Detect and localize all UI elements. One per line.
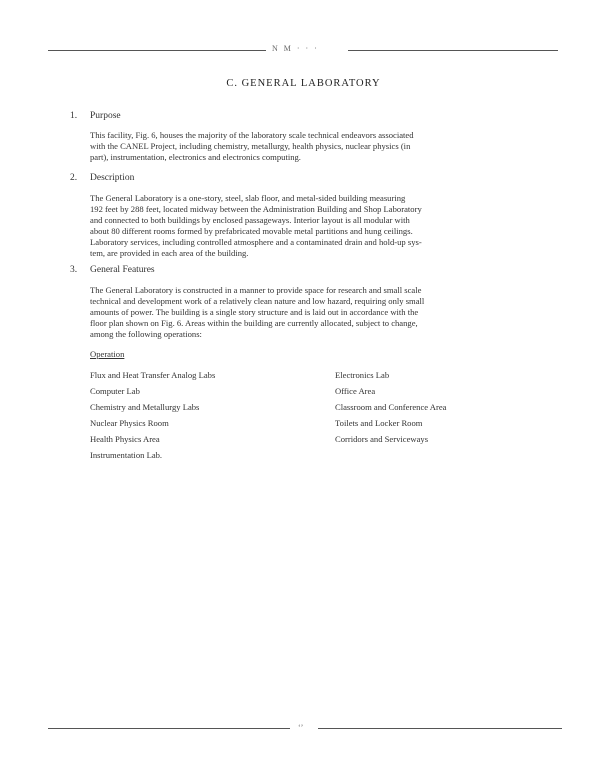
paragraph-line: This facility, Fig. 6, houses the majority of the laboratory scale technical endeavors associated xyxy=(90,130,414,140)
paragraph-line: floor plan shown on Fig. 6. Areas within the building are currently allocated, subject to change, xyxy=(90,318,418,328)
list-item: Toilets and Locker Room xyxy=(335,418,423,428)
paragraph-line: tem, are provided in each area of the building. xyxy=(90,248,249,258)
page-title: C. GENERAL LABORATORY xyxy=(226,78,381,89)
list-item: Instrumentation Lab. xyxy=(90,450,163,460)
operations-list-right xyxy=(335,367,446,447)
operations-list-left xyxy=(90,367,215,463)
list-item: Chemistry and Metallurgy Labs xyxy=(90,402,200,412)
paragraph-line: The General Laboratory is a one-story, steel, slab floor, and metal-sided building measuring xyxy=(90,193,406,203)
list-item: Corridors and Serviceways xyxy=(335,434,429,444)
section-1-paragraph xyxy=(90,130,560,163)
section-2-heading: Description xyxy=(90,173,135,183)
footer-rule-left xyxy=(48,728,290,729)
paragraph-line: amounts of power. The building is a single story structure and is laid out in accordance with the xyxy=(90,307,419,317)
list-item: Classroom and Conference Area xyxy=(335,402,447,412)
section-3-number: 3. xyxy=(70,265,78,275)
list-item: Electronics Lab xyxy=(335,370,390,380)
paragraph-line: about 80 different rooms formed by prefabricated movable metal partitions and hung ceilings. xyxy=(90,226,413,236)
header-rule-left xyxy=(48,50,266,51)
paragraph-line: technical and development work of a relatively clean nature and low hazard, requiring only small xyxy=(90,296,425,306)
paragraph-line: with the CANEL Project, including chemistry, metallurgy, health physics, nuclear physics (in xyxy=(90,141,411,151)
paragraph-line: among the following operations: xyxy=(90,329,202,339)
section-3-paragraph xyxy=(90,285,560,340)
section-1-number: 1. xyxy=(70,111,78,121)
paragraph-line: 192 feet by 288 feet, located midway between the Administration Building and Shop Laboratory xyxy=(90,204,422,214)
paragraph-line: part), instrumentation, electronics and electronics computing. xyxy=(90,152,301,162)
header-rule-right xyxy=(348,50,558,51)
section-1-heading: Purpose xyxy=(90,111,121,121)
header-mark: N M · · · xyxy=(272,44,319,53)
footer-rule-right xyxy=(318,728,562,729)
list-item: Health Physics Area xyxy=(90,434,160,444)
list-item: Nuclear Physics Room xyxy=(90,418,169,428)
section-2-paragraph xyxy=(90,193,560,259)
list-item: Flux and Heat Transfer Analog Labs xyxy=(90,370,216,380)
list-item: Office Area xyxy=(335,386,376,396)
footer-mark: ʻ’ xyxy=(298,723,304,732)
paragraph-line: Laboratory services, including controlled atmosphere and a contaminated drain and hold-up sys- xyxy=(90,237,422,247)
section-2-number: 2. xyxy=(70,173,78,183)
section-3-heading: General Features xyxy=(90,265,155,275)
paragraph-line: The General Laboratory is constructed in a manner to provide space for research and small scale xyxy=(90,285,422,295)
paragraph-line: and connected to both buildings by enclosed passageways. Interior layout is all modular with xyxy=(90,215,410,225)
list-item: Computer Lab xyxy=(90,386,140,396)
operations-heading: Operation xyxy=(90,349,125,359)
